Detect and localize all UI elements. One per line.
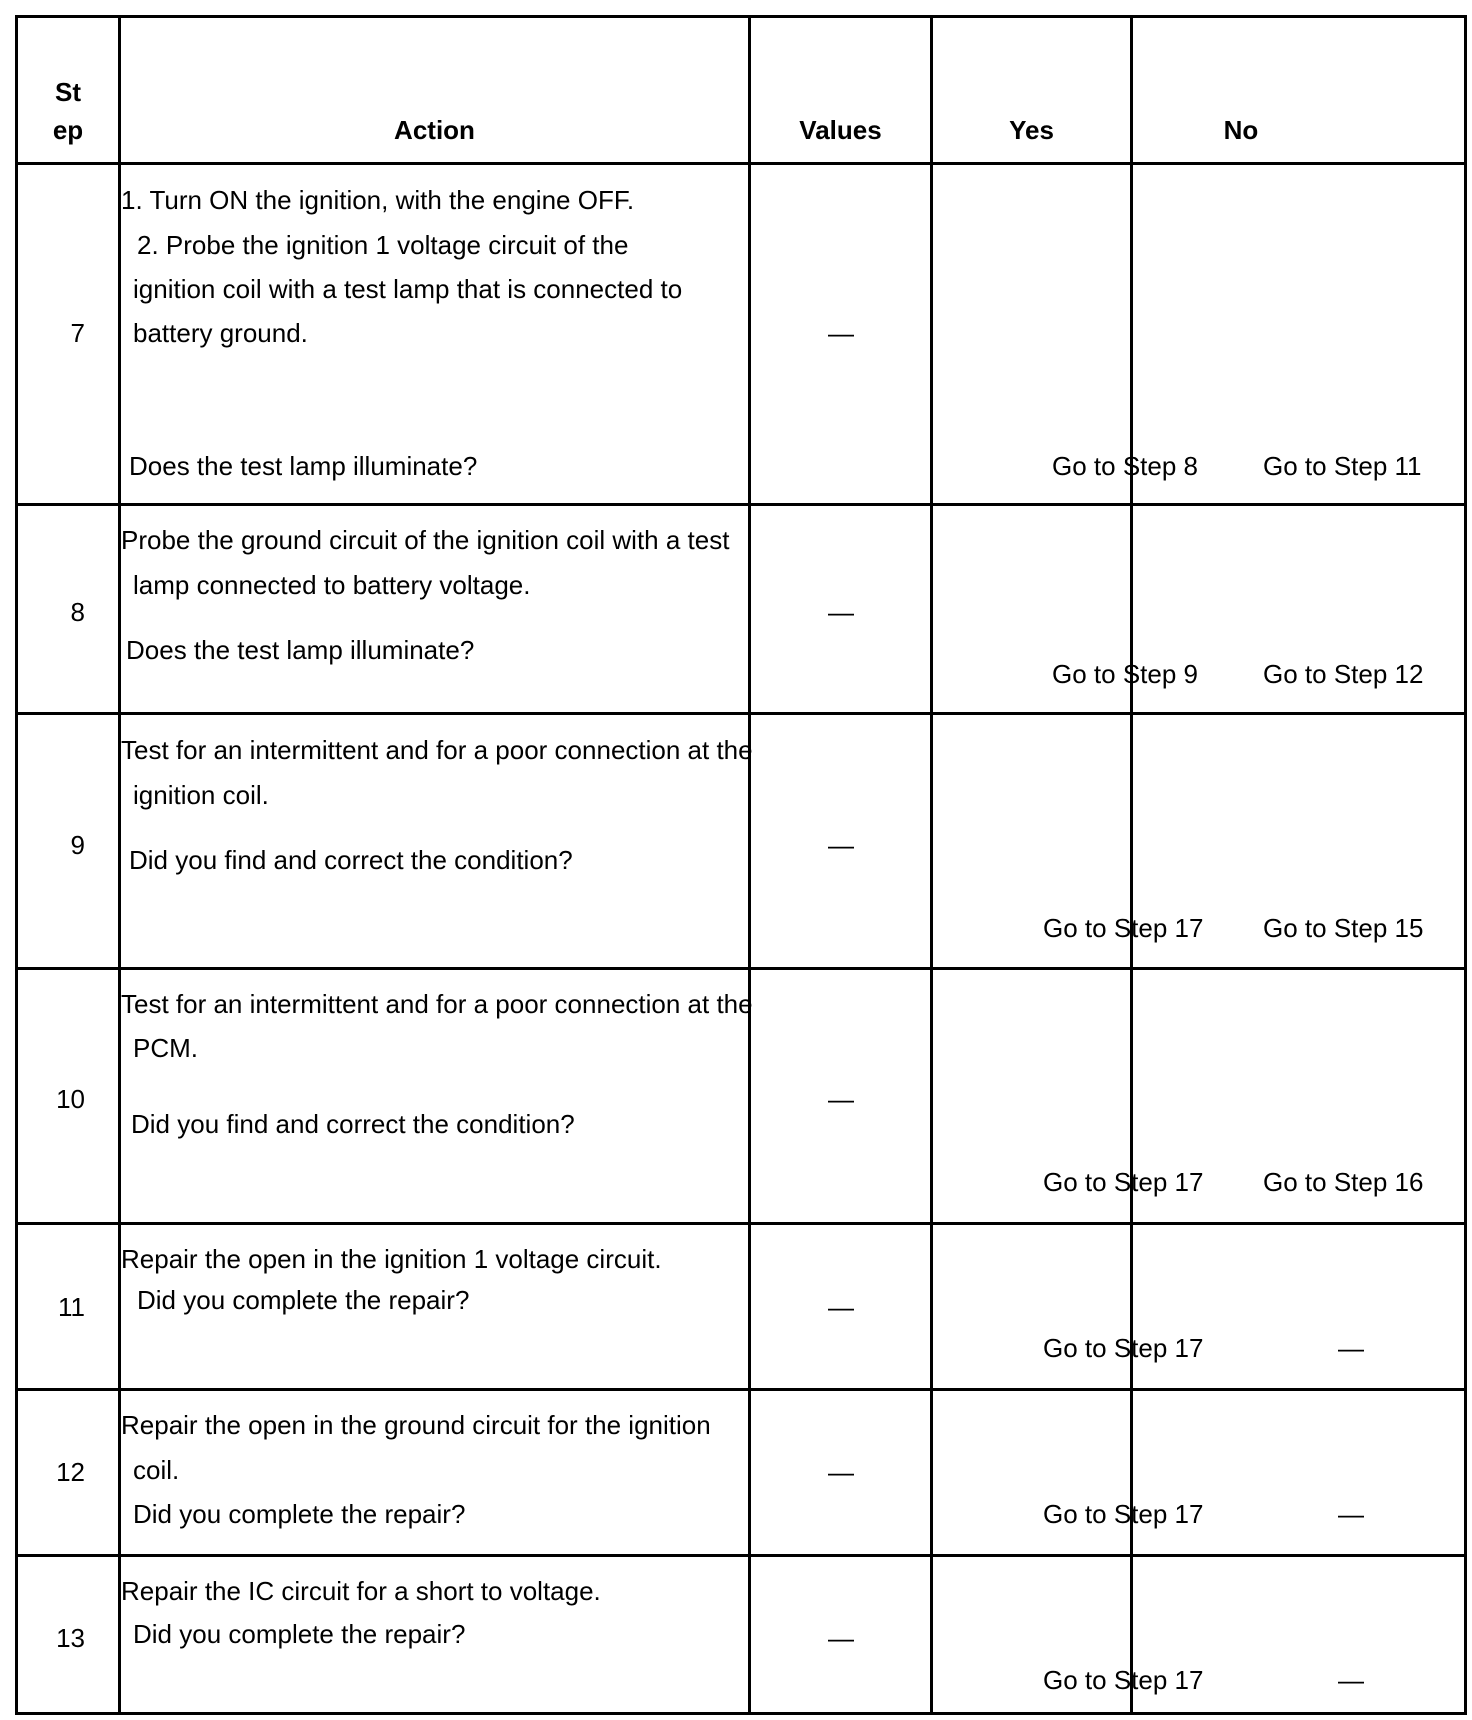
table-border-bottom <box>15 1712 1467 1715</box>
row-divider <box>15 712 1467 715</box>
yes-cell: Go to Step 17 <box>1043 913 1204 943</box>
action-line: Repair the open in the ignition 1 voltage circuit. <box>121 1244 662 1274</box>
header-yes: Yes <box>1009 115 1054 145</box>
step-number: 13 <box>56 1623 85 1653</box>
yes-cell: Go to Step 8 <box>1052 451 1198 481</box>
no-cell: — <box>1338 1499 1364 1529</box>
header-divider <box>15 162 1467 165</box>
value-cell: — <box>828 1623 854 1653</box>
value-cell: — <box>828 830 854 860</box>
no-cell: Go to Step 16 <box>1263 1167 1424 1197</box>
no-cell: Go to Step 15 <box>1263 913 1424 943</box>
action-question: Did you complete the repair? <box>133 1499 466 1529</box>
row-divider <box>15 503 1467 506</box>
row-divider <box>15 967 1467 970</box>
yes-cell: Go to Step 9 <box>1052 659 1198 689</box>
table-border-top <box>15 15 1467 18</box>
no-cell: Go to Step 11 <box>1263 451 1422 481</box>
no-cell: — <box>1338 1333 1364 1363</box>
column-divider <box>930 15 933 1715</box>
action-line: Repair the open in the ground circuit for the ignition <box>121 1410 711 1440</box>
yes-cell: Go to Step 17 <box>1043 1665 1204 1695</box>
header-no: No <box>1223 115 1259 145</box>
column-divider <box>1130 15 1133 1715</box>
action-question: Did you complete the repair? <box>133 1619 466 1649</box>
value-cell: — <box>828 597 854 627</box>
table-border-right <box>1464 15 1467 1715</box>
action-line: lamp connected to battery voltage. <box>133 570 531 600</box>
step-number: 9 <box>70 830 85 860</box>
value-cell: — <box>828 318 854 348</box>
column-divider <box>748 15 751 1715</box>
action-line: Repair the IC circuit for a short to voltage. <box>121 1576 601 1606</box>
value-cell: — <box>828 1292 854 1322</box>
yes-cell: Go to Step 17 <box>1043 1499 1204 1529</box>
value-cell: — <box>828 1084 854 1114</box>
row-divider <box>15 1222 1467 1225</box>
action-line: coil. <box>133 1455 180 1485</box>
header-step-line2: ep <box>52 115 84 145</box>
yes-cell: Go to Step 17 <box>1043 1333 1204 1363</box>
yes-cell: Go to Step 17 <box>1043 1167 1204 1197</box>
action-line: 2. Probe the ignition 1 voltage circuit of the <box>137 230 629 260</box>
value-cell: — <box>828 1457 854 1487</box>
action-line: Probe the ground circuit of the ignition coil with a test <box>121 525 730 555</box>
diagnostic-table <box>15 15 1467 1715</box>
action-line: battery ground. <box>133 318 308 348</box>
action-line: ignition coil with a test lamp that is connected to <box>133 274 683 304</box>
step-number: 7 <box>70 318 85 348</box>
action-line: 1. Turn ON the ignition, with the engine OFF. <box>121 185 635 215</box>
action-question: Did you find and correct the condition? <box>131 1109 575 1139</box>
header-values: Values <box>799 115 882 145</box>
step-number: 12 <box>56 1457 85 1487</box>
header-step <box>18 73 118 149</box>
header-step-line1: St <box>55 77 81 107</box>
action-question: Did you find and correct the condition? <box>129 845 573 875</box>
row-divider <box>15 1554 1467 1557</box>
no-cell: — <box>1338 1665 1364 1695</box>
action-line: ignition coil. <box>133 780 269 810</box>
step-number: 11 <box>58 1292 85 1322</box>
action-question: Does the test lamp illuminate? <box>126 635 475 665</box>
step-number: 10 <box>56 1084 85 1114</box>
no-cell: Go to Step 12 <box>1263 659 1424 689</box>
action-line: PCM. <box>133 1033 198 1063</box>
action-line: Test for an intermittent and for a poor connection at the <box>121 989 753 1019</box>
header-action: Action <box>394 115 475 145</box>
step-number: 8 <box>70 597 85 627</box>
action-question: Does the test lamp illuminate? <box>129 451 478 481</box>
row-divider <box>15 1388 1467 1391</box>
column-divider <box>118 15 121 1715</box>
action-line: Test for an intermittent and for a poor connection at the <box>121 735 753 765</box>
action-question: Did you complete the repair? <box>137 1285 470 1315</box>
